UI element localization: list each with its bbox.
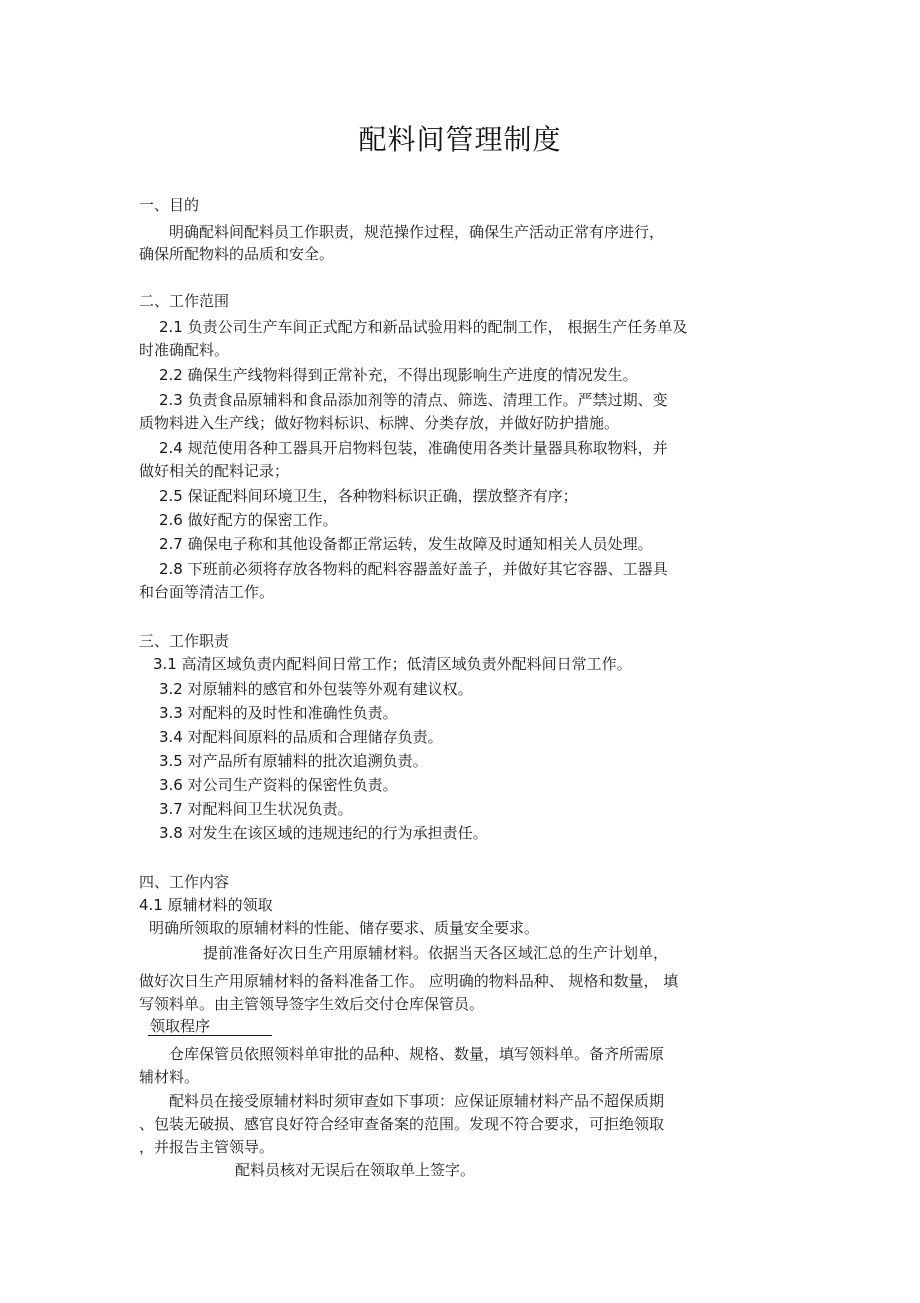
paragraph-line: ，并报告主管领导。 [139,1138,275,1156]
list-item: 2.1 负责公司生产车间正式配方和新品试验用料的配制工作， 根据生产任务单及 [159,318,688,336]
list-item: 3.6 对公司生产资料的保密性负责。 [159,776,398,794]
list-item-continuation: 质物料进入生产线；做好物料标识、标牌、分类存放，并做好防护措施。 [139,414,620,432]
section-heading-purpose: 一、目的 [139,196,200,214]
list-item: 2.6 做好配方的保密工作。 [159,511,338,529]
list-item: 3.5 对产品所有原辅料的批次追溯负责。 [159,752,428,770]
paragraph-line: 明确所领取的原辅材料的性能、储存要求、质量安全要求。 [149,919,540,937]
list-item: 2.4 规范使用各种工器具开启物料包装，准确使用各类计量器具称取物料，并 [159,439,668,457]
paragraph-line: 明确配料间配料员工作职责，规范操作过程，确保生产活动正常有序进行， [169,223,665,241]
paragraph-line: 配料员在接受原辅材料时须审查如下事项：应保证原辅材料产品不超保质期 [169,1092,665,1110]
section-heading-content: 四、工作内容 [139,873,230,891]
list-item: 2.3 负责食品原辅料和食品添加剂等的清点、筛选、清理工作。严禁过期、变 [159,391,668,409]
list-item: 2.5 保证配料间环境卫生，各种物料标识正确，摆放整齐有序； [159,487,578,505]
list-item: 3.2 对原辅料的感官和外包装等外观有建议权。 [159,680,473,698]
list-item: 3.7 对配料间卫生状况负责。 [159,800,353,818]
list-item: 3.3 对配料的及时性和准确性负责。 [159,704,398,722]
paragraph-line: 配料员核对无误后在领取单上签字。 [235,1161,476,1179]
procedure-heading: 领取程序 [150,1017,211,1035]
procedure-heading-underline [148,1035,272,1036]
list-item-continuation: 和台面等清洁工作。 [139,583,275,601]
list-item: 3.1 高清区域负责内配料间日常工作；低清区域负责外配料间日常工作。 [153,655,632,673]
list-item: 3.8 对发生在该区域的违规违纪的行为承担责任。 [159,824,488,842]
list-item-continuation: 时准确配料。 [139,341,230,359]
document-title: 配料间管理制度 [358,123,562,156]
paragraph-line: 确保所配物料的品质和安全。 [139,245,335,263]
list-item: 2.7 确保电子称和其他设备都正常运转，发生故障及时通知相关人员处理。 [159,535,653,553]
list-item: 2.8 下班前必须将存放各物料的配料容器盖好盖子，并做好其它容器、工器具 [159,560,668,578]
paragraph-line: 仓库保管员依照领料单审批的品种、规格、数量，填写领料单。备齐所需原 [169,1045,665,1063]
paragraph-line: 提前准备好次日生产用原辅材料。依据当天各区域汇总的生产计划单， [203,944,669,962]
list-item-continuation: 做好相关的配料记录； [139,462,290,480]
section-heading-duties: 三、工作职责 [139,632,230,650]
list-item: 3.4 对配料间原料的品质和合理储存负责。 [159,728,443,746]
subsection-heading: 4.1 原辅材料的领取 [139,896,273,914]
paragraph-line: 做好次日生产用原辅材料的备料准备工作。 应明确的物料品种、 规格和数量， 填 [139,972,679,990]
section-heading-scope: 二、工作范围 [139,292,230,310]
paragraph-line: 写领料单。由主管领导签字生效后交付仓库保管员。 [139,995,485,1013]
paragraph-line: 、包装无破损、感官良好符合经审查备案的范围。发现不符合要求，可拒绝领取 [139,1115,665,1133]
list-item: 2.2 确保生产线物料得到正常补充，不得出现影响生产进度的情况发生。 [159,366,638,384]
paragraph-line: 辅材料。 [139,1068,200,1086]
